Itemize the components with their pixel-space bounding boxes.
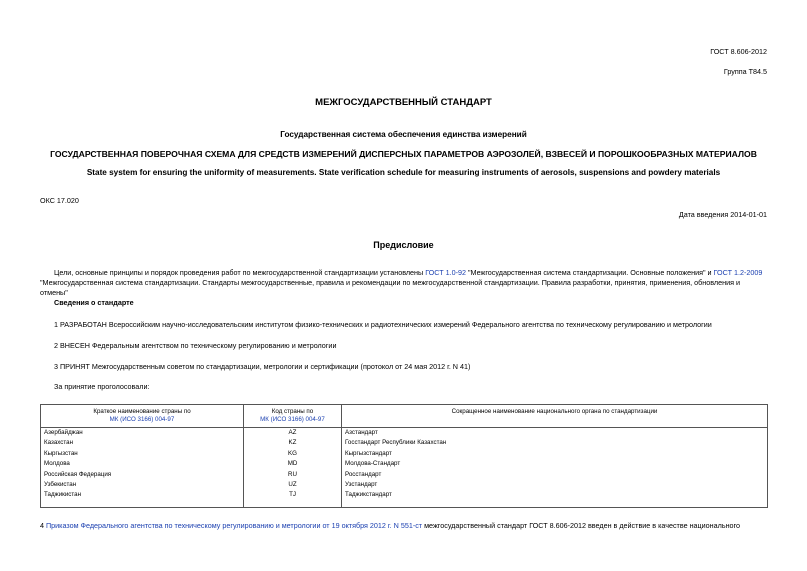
cell-code: MD	[244, 459, 342, 469]
cell-country: Кыргызстан	[41, 449, 244, 459]
about-standard-heading: Сведения о стандарте	[54, 298, 134, 307]
cell-code: UZ	[244, 480, 342, 490]
cell-country: Узбекистан	[41, 480, 244, 490]
doc-number: ГОСТ 8.606-2012	[710, 47, 767, 56]
header-country-link[interactable]: МК (ИСО 3166) 004-97	[109, 416, 175, 423]
english-title: State system for ensuring the uniformity of measurements. State verification schedule for measuring instruments of aerosols, suspensions and powdery materials	[86, 168, 721, 177]
group-code: Группа Т84.5	[723, 67, 767, 76]
table-row	[41, 438, 768, 448]
effective-date: Дата введения 2014-01-01	[678, 210, 767, 219]
cell-country: Азербайджан	[41, 428, 244, 439]
cell-country: Российская Федерация	[41, 470, 244, 480]
item-4-rest: межгосударственный стандарт ГОСТ 8.606-2012 введен в действие в качестве национального	[422, 521, 741, 530]
order-551-st-link[interactable]: Приказом Федерального агентства по техническому регулированию и метрологии от 19 октября 2012 г. N 551-ст	[46, 521, 423, 530]
oks-code: ОКС 17.020	[40, 196, 79, 205]
item-1-developed: 1 РАЗРАБОТАН Всероссийским научно-исследовательским институтом физико-технических и радиотехнических измерений Федерального агентства по техническому регулированию и метрологии	[54, 320, 712, 329]
cell-code: KG	[244, 449, 342, 459]
header-body-label: Сокращенное наименование национального органа по стандартизации	[451, 408, 658, 415]
voted-label: За принятие проголосовали:	[54, 382, 150, 391]
gost-1-0-92-link[interactable]: ГОСТ 1.0-92	[425, 268, 466, 277]
table-row	[41, 480, 768, 490]
header-code-link[interactable]: МК (ИСО 3166) 004-97	[260, 416, 325, 423]
system-title: Государственная система обеспечения единства измерений	[280, 130, 527, 139]
main-title: ГОСУДАРСТВЕННАЯ ПОВЕРОЧНАЯ СХЕМА ДЛЯ СРЕДСТВ ИЗМЕРЕНИЙ ДИСПЕРСНЫХ ПАРАМЕТРОВ АЭРОЗОЛЕЙ, ВЗВЕСЕЙ И ПОРОШКООБРАЗНЫХ МАТЕРИАЛОВ	[50, 149, 757, 159]
table-row	[41, 459, 768, 469]
cell-body: Узстандарт	[342, 480, 768, 490]
table-row	[41, 449, 768, 459]
cell-code: AZ	[244, 428, 342, 439]
intro-text-1: Цели, основные принципы и порядок проведения работ по межгосударственной стандартизации установлены	[54, 268, 426, 277]
preface-heading: Предисловие	[373, 240, 434, 250]
cell-code: KZ	[244, 438, 342, 448]
item-4-prefix: 4	[40, 521, 46, 530]
header-code	[244, 405, 342, 428]
cell-country: Казахстан	[41, 438, 244, 448]
header-country	[41, 405, 244, 428]
cell-body: Таджикстандарт	[342, 490, 768, 507]
table-header-row	[41, 405, 768, 428]
cell-code: RU	[244, 470, 342, 480]
cell-body: Росстандарт	[342, 470, 768, 480]
item-3-adopted: 3 ПРИНЯТ Межгосударственным советом по стандартизации, метрологии и сертификации (протокол от 24 мая 2012 г. N 41)	[54, 362, 471, 371]
voting-countries-table	[40, 404, 768, 508]
cell-body: Кыргызстандарт	[342, 449, 768, 459]
table-row	[41, 470, 768, 480]
cell-body: Азстандарт	[342, 428, 768, 439]
cell-body: Госстандарт Республики Казахстан	[342, 438, 768, 448]
preface-intro	[40, 268, 767, 298]
header-country-line1: Краткое наименование страны по	[93, 408, 191, 415]
cell-country: Молдова	[41, 459, 244, 469]
gost-1-2-2009-link[interactable]: ГОСТ 1.2-2009	[713, 268, 763, 277]
standard-type: МЕЖГОСУДАРСТВЕННЫЙ СТАНДАРТ	[315, 97, 492, 108]
item-4-enacted	[40, 521, 767, 531]
cell-body: Молдова-Стандарт	[342, 459, 768, 469]
cell-country: Таджикистан	[41, 490, 244, 507]
cell-code: TJ	[244, 490, 342, 507]
header-code-line1: Код страны по	[271, 408, 314, 415]
table-row	[41, 428, 768, 439]
intro-text-2: "Межгосударственная система стандартизации. Основные положения" и	[466, 268, 714, 277]
item-2-introduced: 2 ВНЕСЕН Федеральным агентством по техническому регулированию и метрологии	[54, 341, 337, 350]
table-row	[41, 490, 768, 507]
intro-text-3: "Межгосударственная система стандартизации. Стандарты межгосударственные, правила и рекомендации по межгосударственной стандартизации. Правила разработки, принятия, применения, обновления и отмены"	[40, 278, 740, 297]
header-body	[342, 405, 768, 428]
